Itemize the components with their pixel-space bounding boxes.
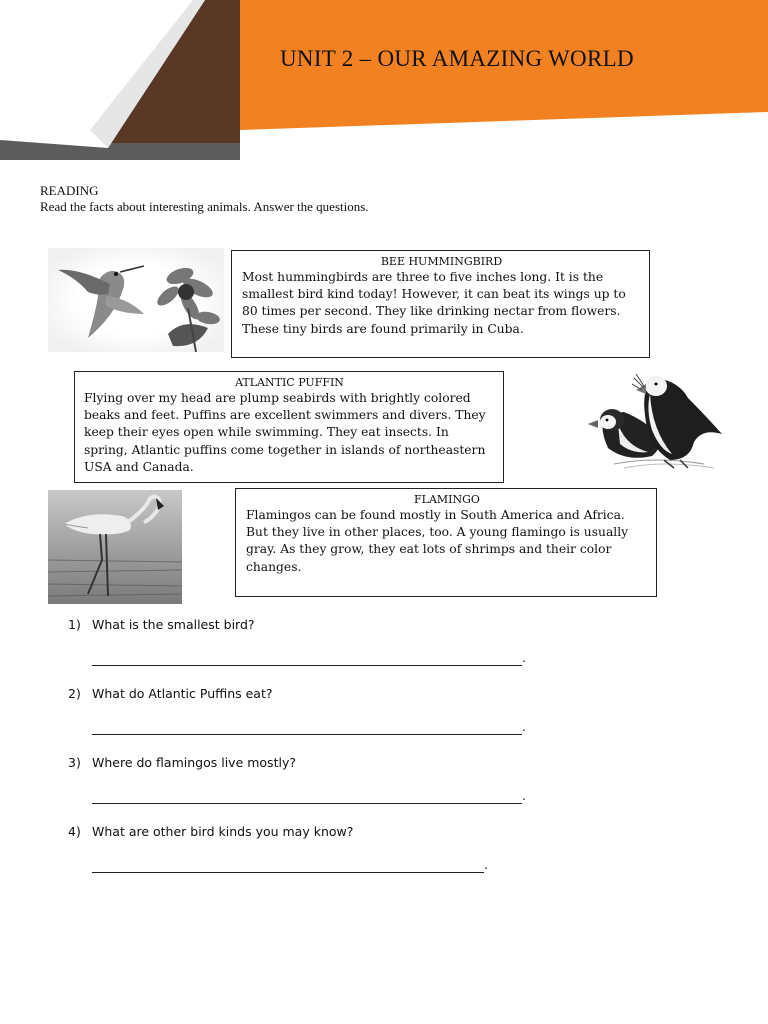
fact-box-puffin (74, 371, 504, 483)
section-label: READING (40, 183, 99, 198)
hummingbird-picture (48, 248, 224, 352)
answer-period: . (484, 858, 488, 872)
question-text: What are other bird kinds you may know? (92, 824, 354, 839)
answer-period: . (522, 651, 526, 665)
unit-title: UNIT 2 – OUR AMAZING WORLD (280, 46, 634, 71)
fact-title: ATLANTIC PUFFIN (235, 376, 344, 389)
answer-period: . (522, 789, 526, 803)
question-number: 2) (68, 686, 81, 701)
answer-line[interactable] (92, 653, 522, 666)
question-number: 1) (68, 617, 81, 632)
fact-text: Most hummingbirds are three to five inches long. It is the smallest bird kind today! However, it can beat its wings up to 80 times per second. They like drinking nectar from flowers. These tiny birds are found primarily in Cuba. (242, 270, 626, 336)
question-text: Where do flamingos live mostly? (92, 755, 296, 770)
fact-title: FLAMINGO (414, 493, 480, 506)
answer-period: . (522, 720, 526, 734)
instruction-text: Read the facts about interesting animals. Answer the questions. (40, 199, 369, 214)
question-text: What is the smallest bird? (92, 617, 255, 632)
question-number: 3) (68, 755, 81, 770)
puffin-picture (584, 364, 730, 474)
fact-text: Flying over my head are plump seabirds with brightly colored beaks and feet. Puffins are excellent swimmers and divers. They keep their eyes open while swimming. They eat insects. In spring, Atlantic puffins come together in islands of northeastern USA and Canada. (84, 391, 486, 474)
fact-box-flamingo (235, 488, 657, 597)
answer-line[interactable] (92, 791, 522, 804)
answer-line[interactable] (92, 860, 484, 873)
fact-text: Flamingos can be found mostly in South America and Africa. But they live in other places, too. A young flamingo is usually gray. As they grow, they eat lots of shrimps and their color changes. (246, 508, 629, 574)
fact-title: BEE HUMMINGBIRD (380, 255, 503, 268)
fact-box-hummingbird (231, 250, 650, 358)
answer-line[interactable] (92, 722, 522, 735)
header-banner (0, 0, 768, 165)
flamingo-picture (48, 490, 182, 604)
reading-intro (40, 183, 369, 215)
question-text: What do Atlantic Puffins eat? (92, 686, 273, 701)
question-number: 4) (68, 824, 81, 839)
